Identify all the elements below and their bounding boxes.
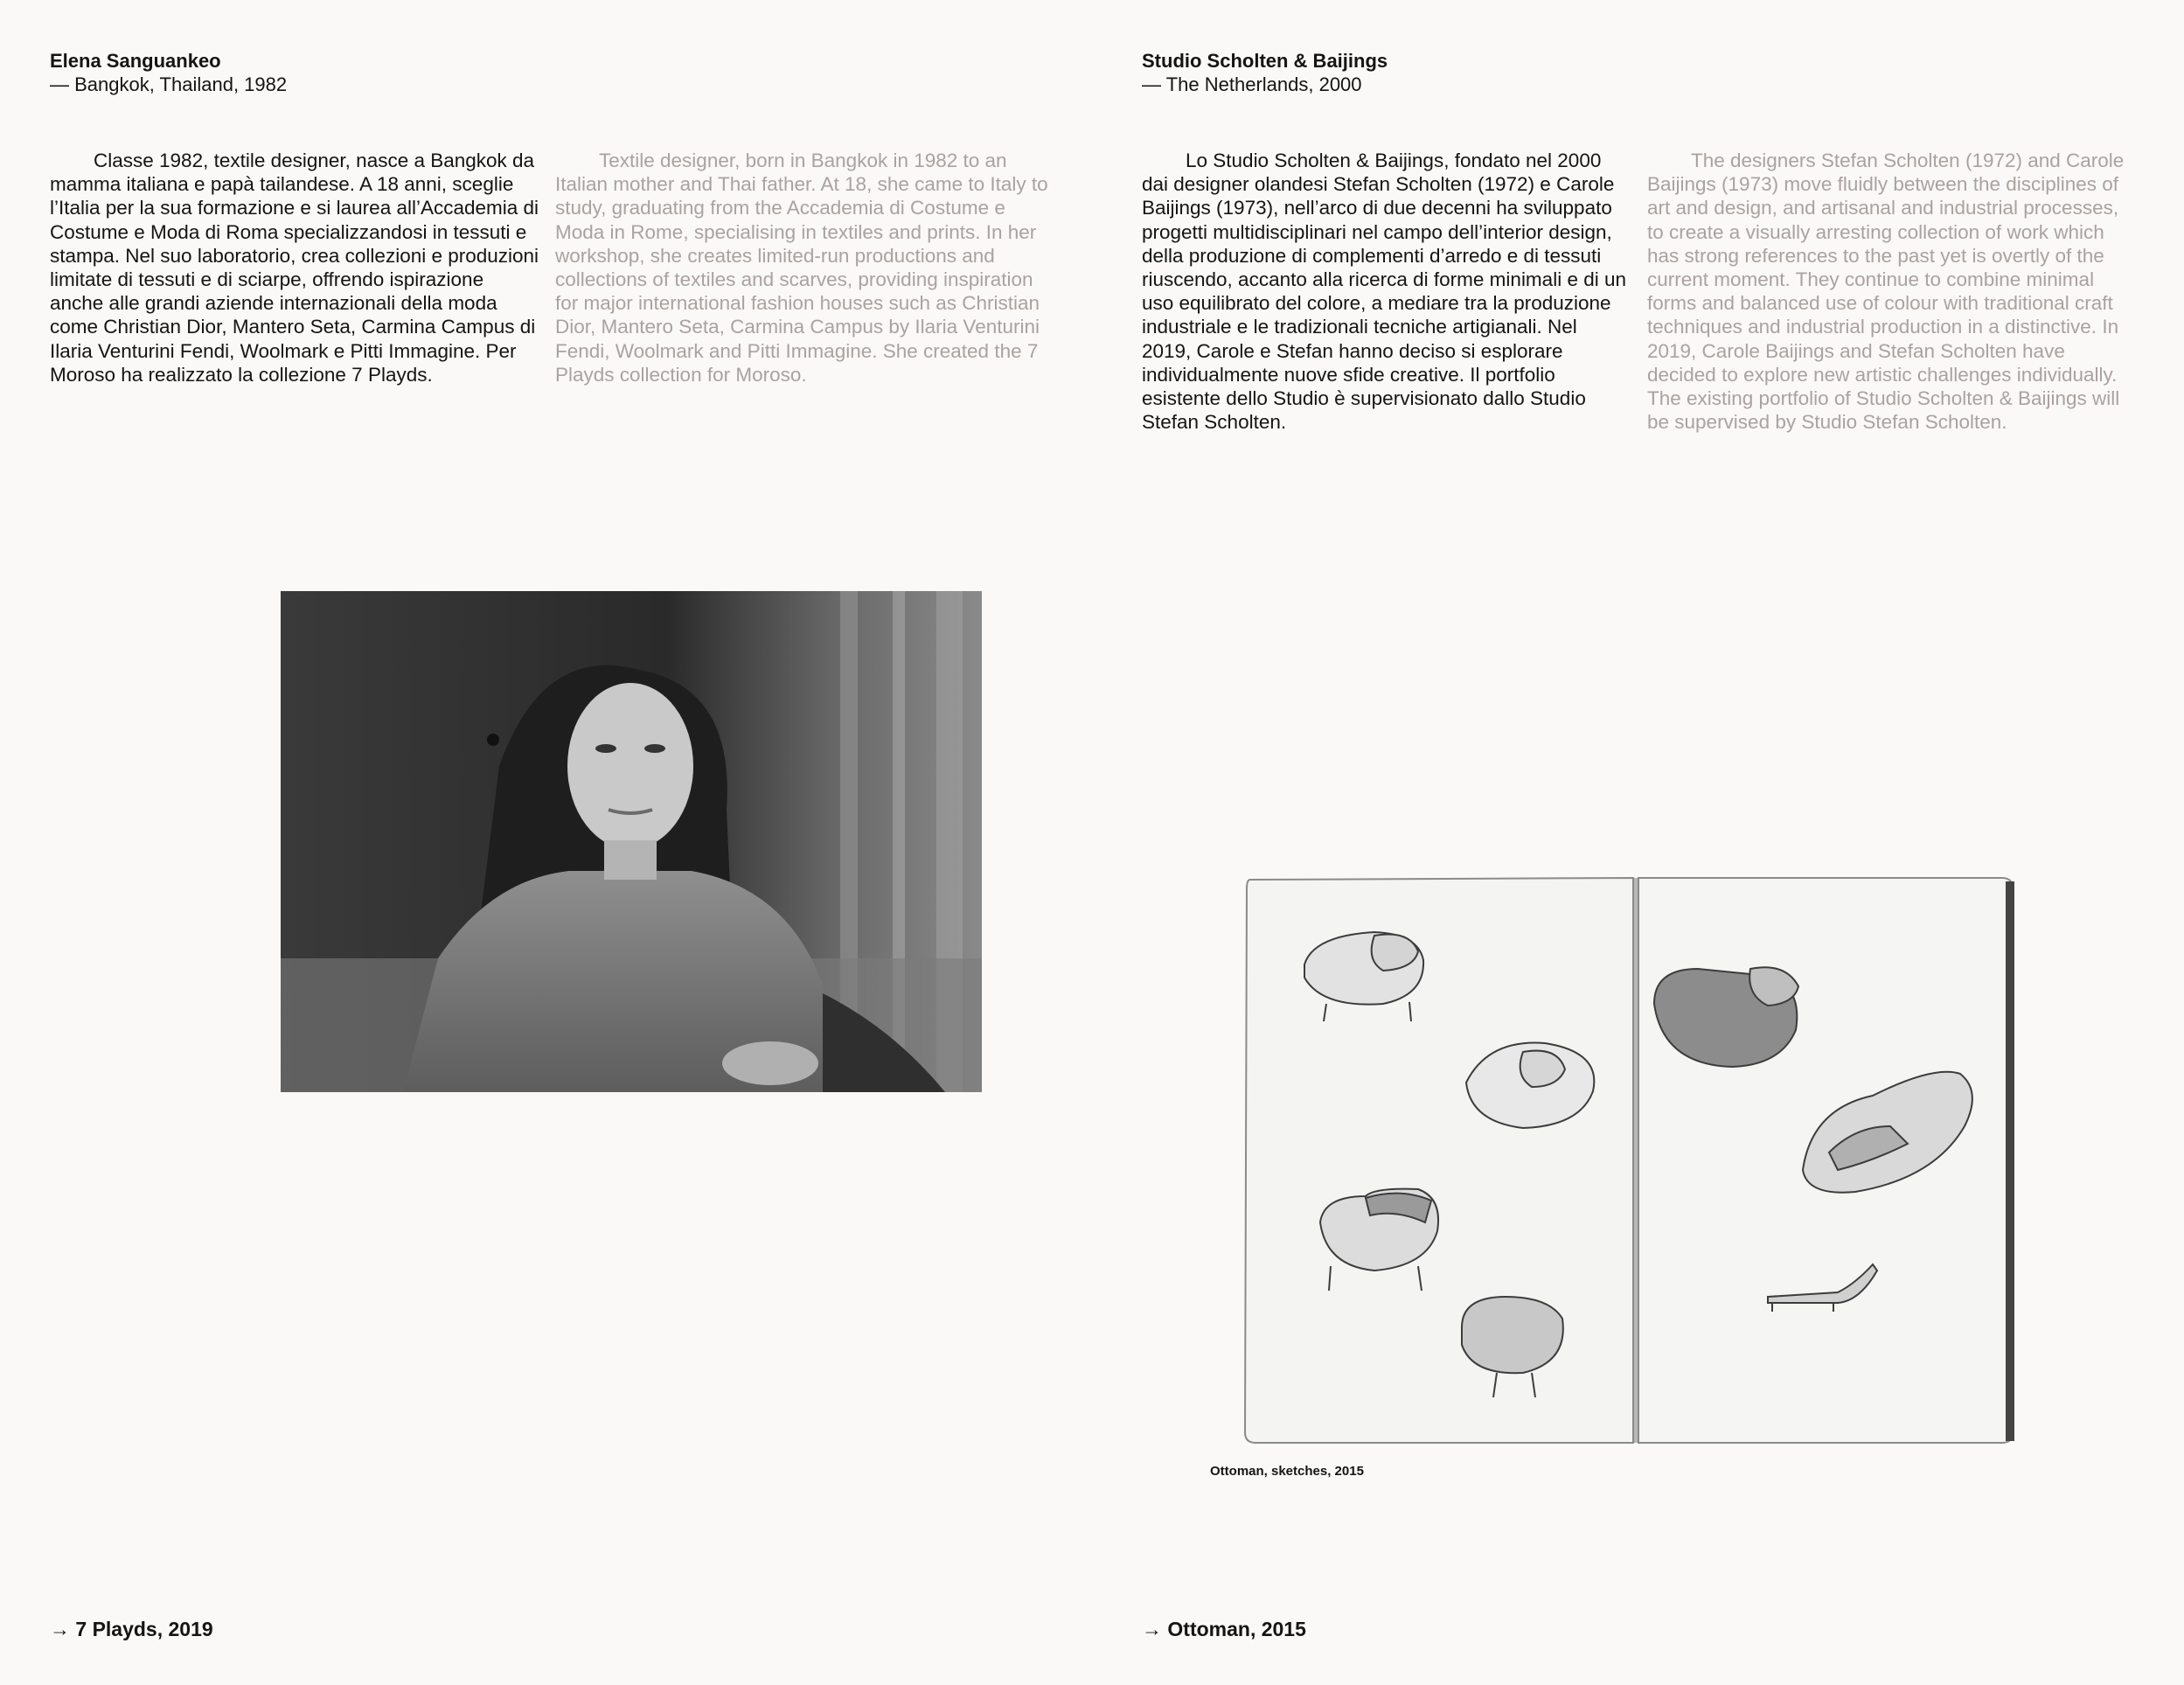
portrait-photo [281,591,982,1092]
bio-italian-right: Lo Studio Scholten & Baijings, fondato nel 2000 dai designer olandesi Stefan Scholten (1972) e Carole Baijings (1973), nell’arco di due decenni ha sviluppato progetti multidisciplinari nel campo dell’interior design, della produzione di complementi d’arredo e di tessuti riuscendo, accanto alla ricerca di forme minimali e di un uso equilibrato del colore, a mediare tra la produzione industriale e le tradizionali tecniche artigianali. Nel 2019, Carole e Stefan hanno deciso si esplorare individualmente nuove sfide creative. Il portfolio esistente dello Studio è supervisionato dallo Studio Stefan Scholten. [1142,150,1626,434]
bio-italian-left: Classe 1982, textile designer, nasce a Bangkok da mamma italiana e papà tailandese. A 18 anni, sceglie l’Italia per la sua formazione e si laurea all’Accademia di Costume e Moda di Roma specializzandosi in tessuti e stampa. Nel suo laboratorio, crea collezioni e produzioni limitate di tessuti e di sciarpe, offrendo ispirazione anche alle grandi aziende internazionali della moda come Christian Dior, Mantero Seta, Carmina Campus di Ilaria Venturini Fendi, Woolmark e Pitti Immagine. Per Moroso ha realizzato la collezione 7 Playds. [50,150,539,386]
sketchbook-drawing [1243,873,2021,1447]
designer-origin-left: — Bangkok, Thailand, 1982 [50,73,288,95]
designer-name-left: Elena Sanguankeo [50,50,221,72]
sketch-caption: Ottoman, sketches, 2015 [1210,1464,1364,1479]
bio-english-right: The designers Stefan Scholten (1972) and Carole Baijings (1973) move fluidly between the disciplines of art and design, and artisanal and industrial processes, to create a visually arresting collection of work which has strong references to the past yet is overtly of the current moment. They continue to combine minimal forms and balanced use of colour with traditional craft techniques and industrial production in a distinctive. In 2019, Carole Baijings and Stefan Scholten have decided to explore new artistic challenges individually. The existing portfolio of Studio Scholten & Baijings will be supervised by Studio Stefan Scholten. [1647,150,2125,434]
product-link-right[interactable]: → Ottoman, 2015 [1142,1618,1306,1640]
designer-origin-right: — The Netherlands, 2000 [1142,73,1362,95]
product-link-left[interactable]: → 7 Playds, 2019 [50,1618,213,1640]
designer-name-right: Studio Scholten & Baijings [1142,50,1388,72]
portrait-photo-image [281,591,982,1092]
bio-english-left: Textile designer, born in Bangkok in 1982 to an Italian mother and Thai father. At 18, she came to Italy to study, graduating from the Accademia di Costume e Moda in Rome, specialising in textiles and prints. In her workshop, she creates limited-run productions and collections of textiles and scarves, providing inspiration for major international fashion houses such as Christian Dior, Mantero Seta, Carmina Campus by Ilaria Venturini Fendi, Woolmark and Pitti Immagine. She created the 7 Playds collection for Moroso. [555,150,1048,386]
sketchbook-image [1243,873,2021,1447]
